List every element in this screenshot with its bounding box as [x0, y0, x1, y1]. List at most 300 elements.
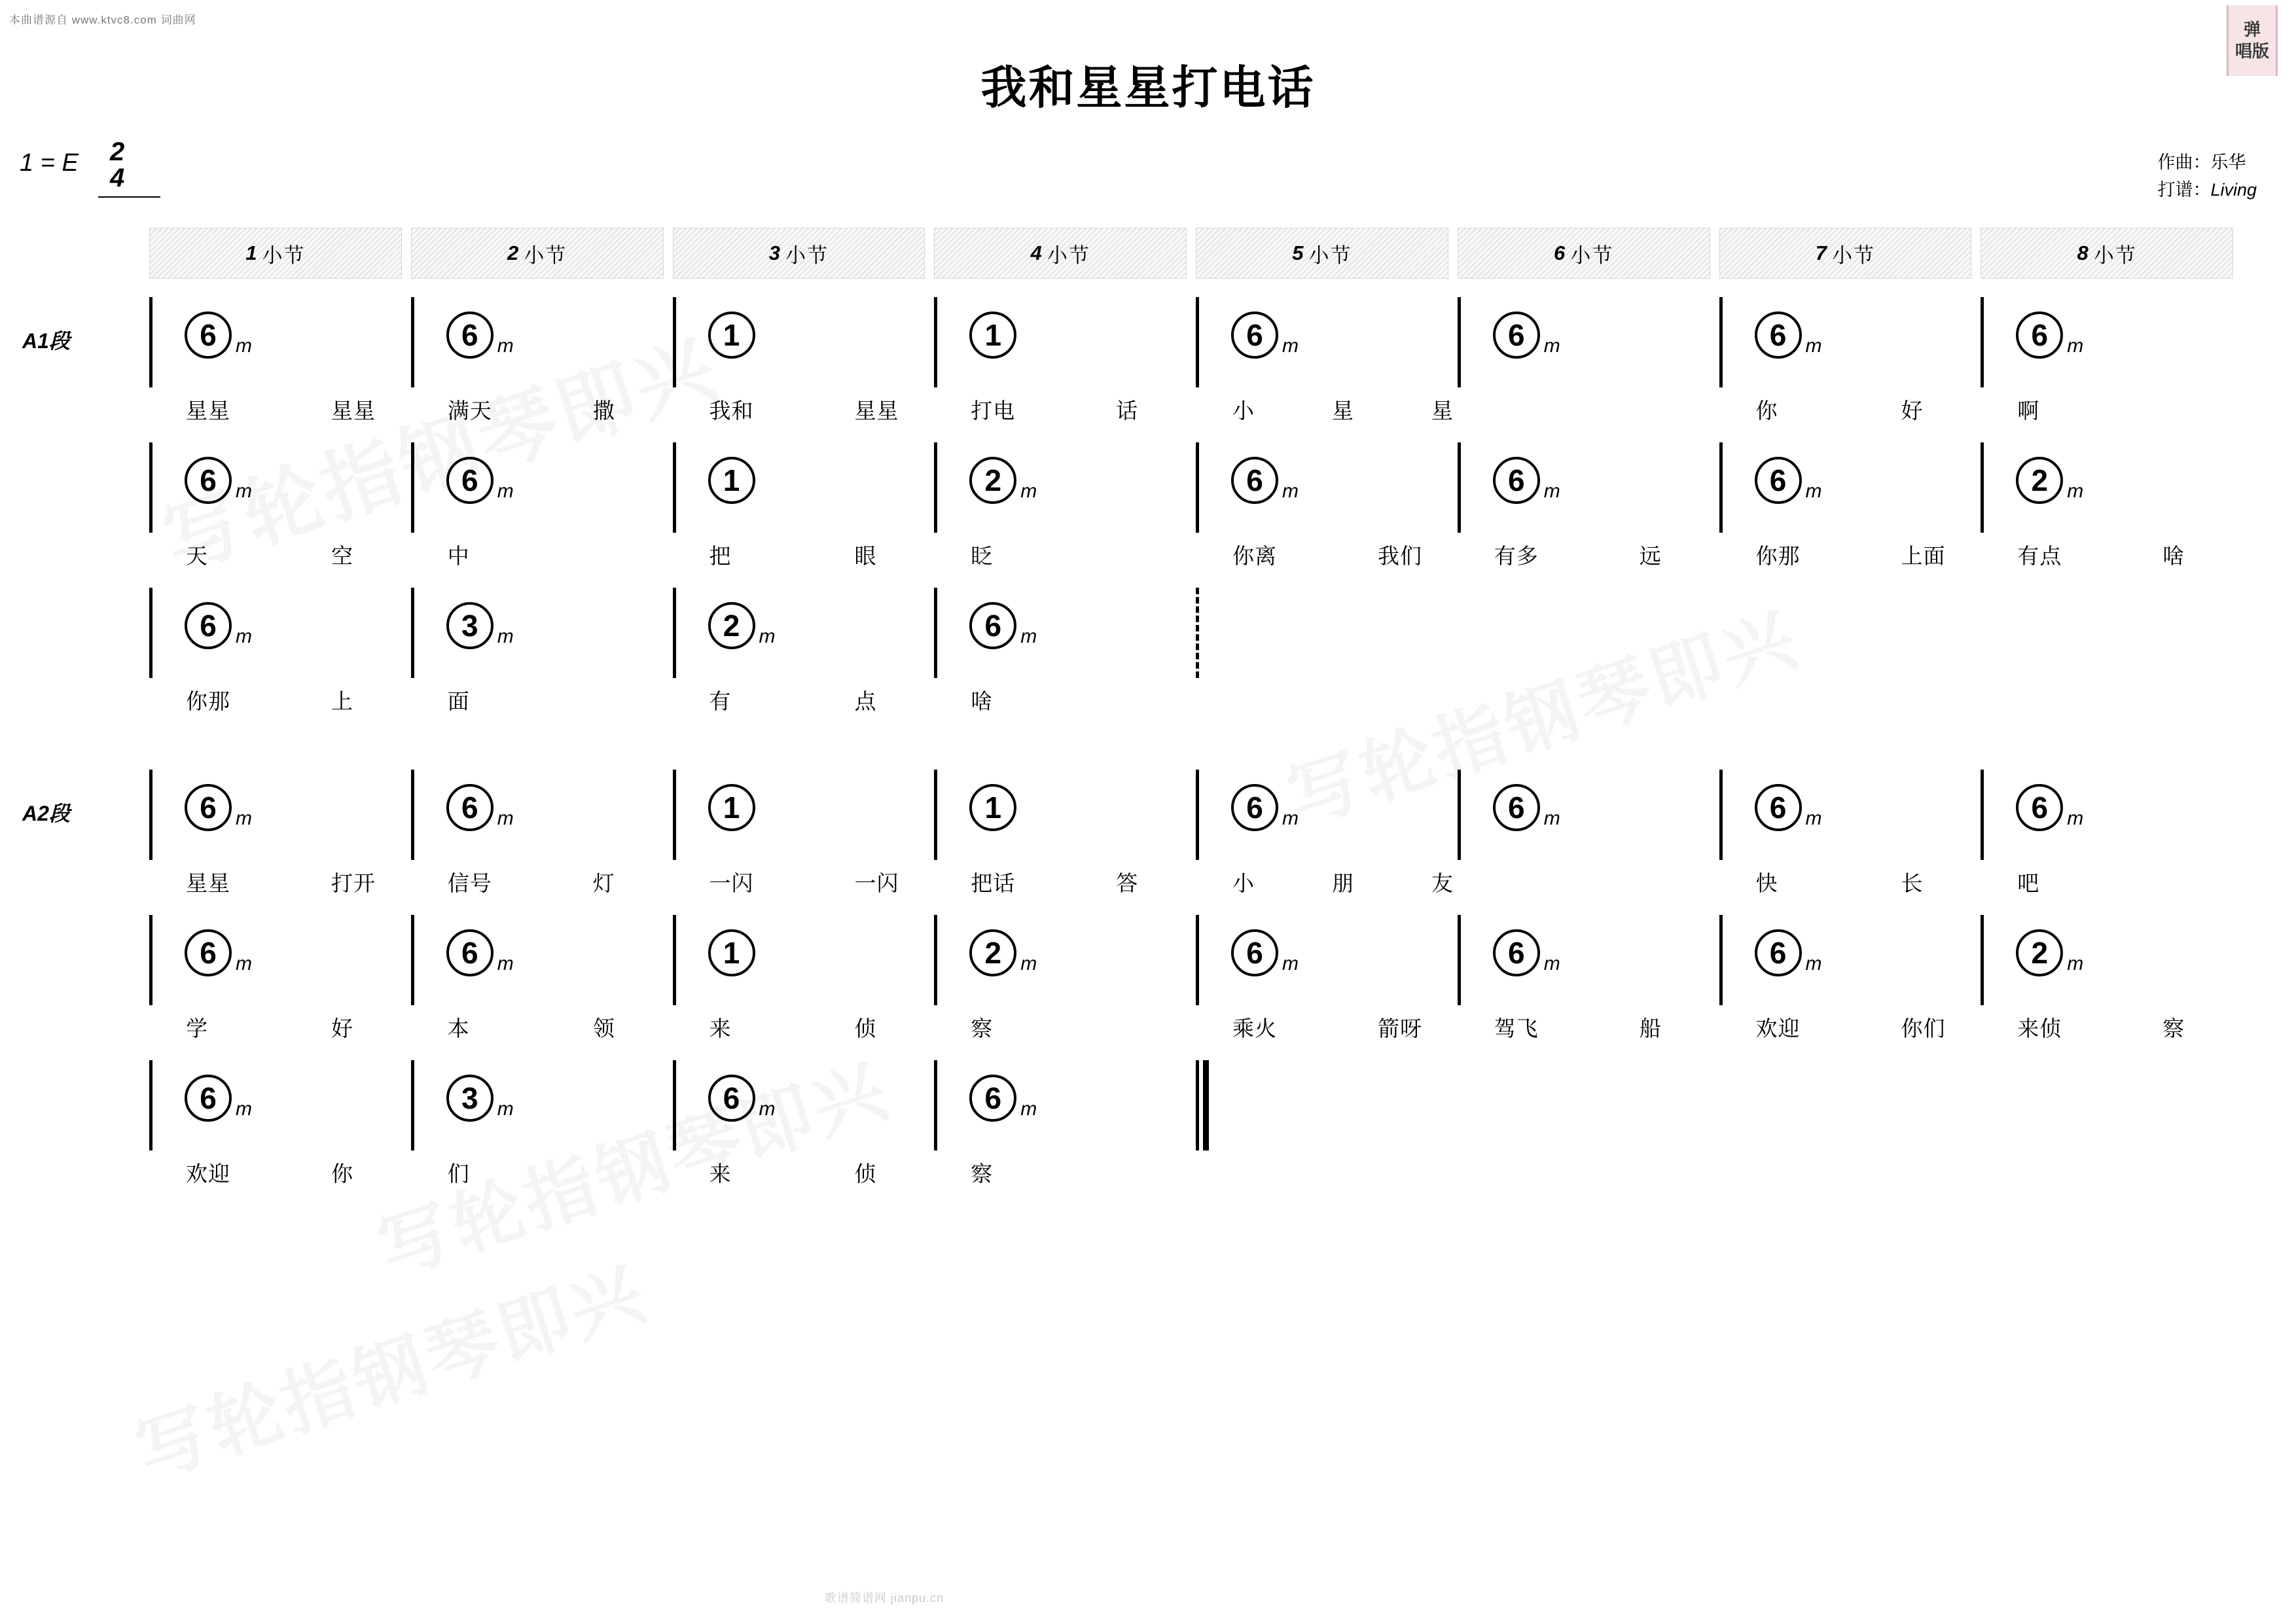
- section-label-a1: A1段: [22, 329, 70, 353]
- barline: [411, 915, 414, 1005]
- chord-quality: m: [1282, 953, 1299, 974]
- lyric-row: [149, 1157, 2233, 1204]
- lyric-syllable: 来: [709, 1162, 732, 1186]
- lyric-syllable: 们: [447, 1162, 470, 1186]
- barline: [673, 588, 676, 678]
- measure-cell: [1196, 586, 1448, 685]
- barline: [673, 915, 676, 1005]
- chord-symbol: [708, 457, 755, 504]
- chord-symbol: [969, 929, 1037, 976]
- chord-symbol: [185, 1075, 252, 1122]
- barline: [411, 297, 414, 387]
- measure-cell: [1196, 441, 1448, 539]
- lyric-syllable: 学: [186, 1016, 208, 1041]
- chord-degree: 6: [1755, 312, 1802, 359]
- barline: [1458, 442, 1461, 533]
- lyric-syllable: 你: [331, 1162, 353, 1186]
- chord-quality: m: [236, 335, 252, 357]
- dashed-barline: [1196, 588, 1199, 678]
- chord-degree: 6: [1493, 312, 1540, 359]
- lyric-syllable: 星星: [331, 399, 376, 423]
- lyric-syllable: 小: [1232, 399, 1255, 423]
- measure-cell: [1719, 914, 1972, 1012]
- chord-quality: m: [759, 1098, 776, 1120]
- chord-degree: 6: [708, 1075, 755, 1122]
- barline: [673, 297, 676, 387]
- lyric-syllable: 驾飞: [1494, 1016, 1539, 1041]
- lyric-syllable: 有多: [1494, 544, 1539, 568]
- barline: [673, 770, 676, 860]
- chord-row: [149, 296, 2233, 394]
- measure-cell: [1458, 296, 1710, 394]
- chord-symbol: [446, 929, 514, 976]
- measure-label: 小节: [1047, 243, 1090, 267]
- lyric-syllable: 星: [1431, 399, 1454, 423]
- lyric-syllable: 啥: [971, 689, 994, 713]
- measure-cell: [673, 296, 925, 394]
- measure-cell: [1196, 768, 1448, 866]
- lyric-syllable: 朋: [1332, 871, 1354, 895]
- measure-cell: [1719, 296, 1972, 394]
- chord-quality: m: [1020, 626, 1037, 647]
- lyric-syllable: 打电: [971, 399, 1016, 423]
- chord-quality: m: [236, 953, 252, 974]
- barline: [149, 1060, 152, 1150]
- measure-cell: [1458, 441, 1710, 539]
- measure-header-4: [934, 228, 1187, 279]
- measure-cell: [1196, 914, 1448, 1012]
- chord-symbol: [1231, 312, 1299, 359]
- measure-cell: [1196, 1059, 1448, 1157]
- measure-number: 7: [1815, 241, 1828, 264]
- measure-header-1: [149, 228, 402, 279]
- chord-quality: m: [1805, 808, 1822, 829]
- barline: [673, 1060, 676, 1150]
- measure-cell: [149, 296, 402, 394]
- chord-symbol: [969, 457, 1037, 504]
- chord-symbol: [1755, 784, 1822, 831]
- chord-quality: m: [236, 808, 252, 829]
- chord-symbol: [185, 784, 252, 831]
- chord-quality: m: [1543, 953, 1560, 974]
- measure-label: 小节: [1308, 243, 1352, 267]
- chord-degree: 1: [708, 784, 755, 831]
- time-signature-denominator: 4: [110, 164, 125, 192]
- lyric-syllable: 啊: [2017, 399, 2040, 423]
- lyric-syllable: 领: [592, 1016, 615, 1041]
- barline: [149, 770, 152, 860]
- measure-cell: [673, 1059, 925, 1157]
- chord-degree: 2: [2016, 929, 2063, 976]
- lyric-syllable: 察: [971, 1162, 994, 1186]
- measure-header-6: [1458, 228, 1710, 279]
- chord-quality: m: [2067, 480, 2084, 502]
- composer-credit: 作曲：乐华: [2157, 152, 2246, 172]
- chord-quality: m: [236, 626, 252, 647]
- chord-symbol: [185, 929, 252, 976]
- measure-cell: [934, 768, 1187, 866]
- chord-degree: 2: [969, 457, 1016, 504]
- lyric-syllable: 话: [1116, 399, 1139, 423]
- measure-header-strip: [149, 228, 2233, 279]
- chord-quality: m: [1020, 480, 1037, 502]
- chord-symbol: [708, 602, 776, 649]
- barline: [1981, 915, 1984, 1005]
- page-title: 我和星星打电话: [980, 62, 1316, 113]
- lyric-syllable: 上: [331, 689, 353, 713]
- barline: [934, 770, 937, 860]
- barline: [149, 442, 152, 533]
- lyric-syllable: 星星: [186, 399, 230, 423]
- lyric-syllable: 你那: [186, 689, 230, 713]
- measure-cell: [673, 441, 925, 539]
- lyric-syllable: 满天: [447, 399, 492, 423]
- barline: [1981, 442, 1984, 533]
- measure-cell: [673, 768, 925, 866]
- chord-degree: 1: [969, 784, 1016, 831]
- barline: [1458, 297, 1461, 387]
- barline: [411, 770, 414, 860]
- lyric-syllable: 侦: [854, 1016, 877, 1041]
- chord-quality: m: [1805, 480, 1822, 502]
- chord-quality: m: [1543, 335, 1560, 357]
- lyric-syllable: 好: [1901, 399, 1924, 423]
- chord-degree: 6: [969, 602, 1016, 649]
- lyric-syllable: 一闪: [854, 871, 899, 895]
- chord-quality: m: [497, 953, 514, 974]
- watermark-4: [121, 1236, 658, 1498]
- lyric-syllable: 侦: [854, 1162, 877, 1186]
- lyric-syllable: 把: [709, 544, 732, 568]
- lyric-syllable: 有: [709, 689, 732, 713]
- barline: [934, 915, 937, 1005]
- lyric-row: [149, 539, 2233, 586]
- chord-symbol: [969, 602, 1037, 649]
- chord-degree: 1: [708, 929, 755, 976]
- lyric-syllable: 你那: [1755, 544, 1801, 568]
- chord-quality: m: [497, 626, 514, 647]
- chord-symbol: [2016, 784, 2083, 831]
- measure-label: 小节: [785, 243, 829, 267]
- lyric-syllable: 把话: [971, 871, 1016, 895]
- measure-number: 2: [507, 241, 520, 264]
- chord-quality: m: [2067, 335, 2084, 357]
- chord-symbol: [185, 457, 252, 504]
- chord-degree: 6: [185, 1075, 232, 1122]
- chord-degree: 6: [185, 929, 232, 976]
- measure-number: 5: [1292, 241, 1305, 264]
- chord-quality: m: [1020, 1098, 1037, 1120]
- lyric-syllable: 快: [1755, 871, 1778, 895]
- measure-cell: [673, 914, 925, 1012]
- chord-degree: 3: [446, 1075, 493, 1122]
- lyric-syllable: 察: [971, 1016, 994, 1041]
- key-underline: [98, 196, 160, 198]
- measure-cell: [934, 296, 1187, 394]
- measure-label: 小节: [1832, 243, 1875, 267]
- score-system: [149, 296, 2233, 441]
- chord-quality: m: [497, 808, 514, 829]
- measure-cell: [411, 914, 664, 1012]
- chord-quality: m: [497, 480, 514, 502]
- barline: [1719, 297, 1723, 387]
- chord-degree: 6: [1493, 457, 1540, 504]
- chord-symbol: [1231, 457, 1299, 504]
- chord-degree: 6: [2016, 312, 2063, 359]
- barline: [1981, 297, 1984, 387]
- lyric-row: [149, 685, 2233, 732]
- lyric-syllable: 来侦: [2017, 1016, 2062, 1041]
- chord-symbol: [969, 312, 1016, 359]
- barline: [411, 442, 414, 533]
- measure-cell: [1196, 296, 1448, 394]
- lyric-syllable: 空: [331, 544, 353, 568]
- watermark-bottom: 歌谱简谱网 jianpu.cn: [825, 1592, 944, 1605]
- measure-header-2: [411, 228, 664, 279]
- lyric-syllable: 撒: [592, 399, 615, 423]
- lyric-syllable: 上面: [1901, 544, 1946, 568]
- chord-symbol: [1231, 929, 1299, 976]
- score-system: [149, 768, 2233, 914]
- chord-row: [149, 586, 2233, 685]
- lyric-syllable: 你: [1755, 399, 1778, 423]
- lyric-row: [149, 394, 2233, 441]
- lyric-syllable: 我们: [1378, 544, 1422, 568]
- chord-degree: 3: [446, 602, 493, 649]
- chord-symbol: [446, 312, 514, 359]
- chord-quality: m: [236, 1098, 252, 1120]
- barline: [934, 297, 937, 387]
- measure-cell: [934, 441, 1187, 539]
- chord-degree: 6: [1493, 784, 1540, 831]
- credits: [2157, 149, 2257, 204]
- time-signature-numerator: 2: [110, 137, 125, 166]
- lyric-syllable: 你离: [1232, 544, 1277, 568]
- transcriber-label: 打谱：: [2157, 179, 2211, 200]
- chord-degree: 1: [708, 457, 755, 504]
- measure-header-3: [673, 228, 925, 279]
- measure-cell: [1458, 914, 1710, 1012]
- chord-symbol: [446, 457, 514, 504]
- chord-quality: m: [236, 480, 252, 502]
- chord-symbol: [1493, 457, 1560, 504]
- lyric-syllable: 我和: [709, 399, 754, 423]
- chord-degree: 6: [446, 929, 493, 976]
- barline: [1196, 442, 1199, 533]
- chord-quality: m: [497, 1098, 514, 1120]
- barline: [1196, 297, 1199, 387]
- chord-quality: m: [1805, 953, 1822, 974]
- measure-label: 小节: [524, 243, 567, 267]
- chord-symbol: [708, 784, 755, 831]
- barline: [1719, 442, 1723, 533]
- lyric-syllable: 啥: [2162, 544, 2185, 568]
- measure-cell: [1981, 914, 2233, 1012]
- chord-quality: m: [1282, 480, 1299, 502]
- measure-number: 3: [768, 241, 781, 264]
- chord-symbol: [446, 784, 514, 831]
- measure-cell: [411, 586, 664, 685]
- chord-degree: 6: [1755, 929, 1802, 976]
- chord-symbol: [1755, 929, 1822, 976]
- chord-symbol: [2016, 457, 2083, 504]
- chord-symbol: [1231, 784, 1299, 831]
- measure-label: 小节: [1570, 243, 1614, 267]
- chord-degree: 2: [2016, 457, 2063, 504]
- chord-degree: 6: [1755, 457, 1802, 504]
- chord-degree: 6: [1231, 457, 1278, 504]
- chord-symbol: [185, 312, 252, 359]
- lyric-syllable: 好: [331, 1016, 353, 1041]
- chord-quality: m: [1543, 808, 1560, 829]
- lyric-syllable: 本: [447, 1016, 470, 1041]
- lyric-syllable: 有点: [2017, 544, 2062, 568]
- lyric-syllable: 来: [709, 1016, 732, 1041]
- measure-header-7: [1719, 228, 1972, 279]
- chord-degree: 6: [446, 784, 493, 831]
- chord-quality: m: [1282, 808, 1299, 829]
- chord-symbol: [1493, 312, 1560, 359]
- section-label-a2: A2段: [22, 802, 70, 825]
- barline: [934, 588, 937, 678]
- chord-degree: 6: [1231, 929, 1278, 976]
- chord-degree: 1: [969, 312, 1016, 359]
- lyric-syllable: 点: [854, 689, 877, 713]
- final-barline: [1196, 1060, 1199, 1150]
- chord-symbol: [969, 784, 1016, 831]
- measure-number: 4: [1030, 241, 1043, 264]
- measure-cell: [934, 914, 1187, 1012]
- score-system: [149, 441, 2233, 586]
- chord-symbol: [1755, 312, 1822, 359]
- key-signature: 1 = E: [20, 149, 79, 177]
- measure-cell: [673, 586, 925, 685]
- barline: [1196, 770, 1199, 860]
- lyric-syllable: 箭呀: [1378, 1016, 1422, 1041]
- measure-cell: [1981, 296, 2233, 394]
- measure-cell: [411, 441, 664, 539]
- lyric-syllable: 面: [447, 689, 470, 713]
- lyric-syllable: 灯: [592, 871, 615, 895]
- chord-degree: 6: [1755, 784, 1802, 831]
- measure-cell: [1458, 768, 1710, 866]
- lyric-syllable: 长: [1901, 871, 1924, 895]
- chord-symbol: [969, 1075, 1037, 1122]
- chord-degree: 6: [185, 312, 232, 359]
- lyric-syllable: 小: [1232, 871, 1255, 895]
- lyric-row: [149, 866, 2233, 914]
- chord-degree: 6: [446, 457, 493, 504]
- chord-symbol: [708, 1075, 776, 1122]
- chord-quality: m: [1543, 480, 1560, 502]
- lyric-syllable: 信号: [447, 871, 492, 895]
- measure-cell: [1719, 441, 1972, 539]
- transcriber-name: Living: [2210, 179, 2257, 200]
- lyric-syllable: 星: [1332, 399, 1354, 423]
- chord-degree: 2: [708, 602, 755, 649]
- stamp-line-1: 弹: [2243, 20, 2261, 40]
- lyric-syllable: 答: [1116, 871, 1139, 895]
- stamp-line-2: 唱版: [2234, 41, 2269, 61]
- barline: [673, 442, 676, 533]
- chord-quality: m: [759, 626, 776, 647]
- score-system: [149, 914, 2233, 1059]
- lyric-syllable: 远: [1639, 544, 1662, 568]
- chord-degree: 6: [2016, 784, 2063, 831]
- measure-header-5: [1196, 228, 1448, 279]
- chord-degree: 1: [708, 312, 755, 359]
- measure-number: 1: [245, 241, 259, 264]
- lyric-syllable: 中: [447, 544, 470, 568]
- chord-symbol: [1755, 457, 1822, 504]
- source-note: 本曲谱源自 www.ktvc8.com 词曲网: [9, 14, 196, 26]
- chord-symbol: [1493, 929, 1560, 976]
- barline: [1458, 770, 1461, 860]
- transcriber-credit: [2157, 177, 2257, 204]
- measure-cell: [1719, 768, 1972, 866]
- measure-cell: [411, 1059, 664, 1157]
- lyric-syllable: 天: [186, 544, 208, 568]
- measure-cell: [149, 914, 402, 1012]
- chord-row: [149, 768, 2233, 866]
- chord-symbol: [1493, 784, 1560, 831]
- lyric-syllable: 欢迎: [186, 1162, 230, 1186]
- barline: [1719, 770, 1723, 860]
- measure-cell: [149, 768, 402, 866]
- chord-symbol: [446, 602, 514, 649]
- chord-quality: m: [497, 335, 514, 357]
- chord-quality: m: [2067, 953, 2084, 974]
- chord-degree: 6: [1231, 312, 1278, 359]
- chord-degree: 6: [185, 602, 232, 649]
- measure-header-8: [1981, 228, 2233, 279]
- lyric-syllable: 眨: [971, 544, 994, 568]
- measure-number: 8: [2077, 241, 2090, 264]
- score-system: [149, 1059, 2233, 1204]
- lyric-syllable: 星星: [186, 871, 230, 895]
- chord-degree: 6: [185, 784, 232, 831]
- chord-symbol: [185, 602, 252, 649]
- lyric-syllable: 察: [2162, 1016, 2185, 1041]
- measure-number: 6: [1554, 241, 1567, 264]
- lyric-syllable: 友: [1431, 871, 1454, 895]
- chord-symbol: [708, 929, 755, 976]
- barline: [934, 1060, 937, 1150]
- chord-degree: 6: [969, 1075, 1016, 1122]
- chord-row: [149, 1059, 2233, 1157]
- measure-cell: [149, 586, 402, 685]
- barline: [1458, 915, 1461, 1005]
- measure-cell: [934, 586, 1187, 685]
- chord-row: [149, 441, 2233, 539]
- measure-cell: [149, 441, 402, 539]
- chord-quality: m: [1282, 335, 1299, 357]
- lyric-syllable: 你们: [1901, 1016, 1946, 1041]
- lyric-syllable: 星星: [854, 399, 899, 423]
- measure-cell: [149, 1059, 402, 1157]
- chord-degree: 2: [969, 929, 1016, 976]
- measure-cell: [934, 1059, 1187, 1157]
- chord-symbol: [446, 1075, 514, 1122]
- chord-quality: m: [2067, 808, 2084, 829]
- measure-label: 小节: [262, 243, 306, 267]
- barline: [411, 588, 414, 678]
- barline: [149, 297, 152, 387]
- lyric-row: [149, 1012, 2233, 1059]
- score-system: [149, 586, 2233, 732]
- lyric-syllable: 吧: [2017, 871, 2040, 895]
- measure-cell: [1981, 441, 2233, 539]
